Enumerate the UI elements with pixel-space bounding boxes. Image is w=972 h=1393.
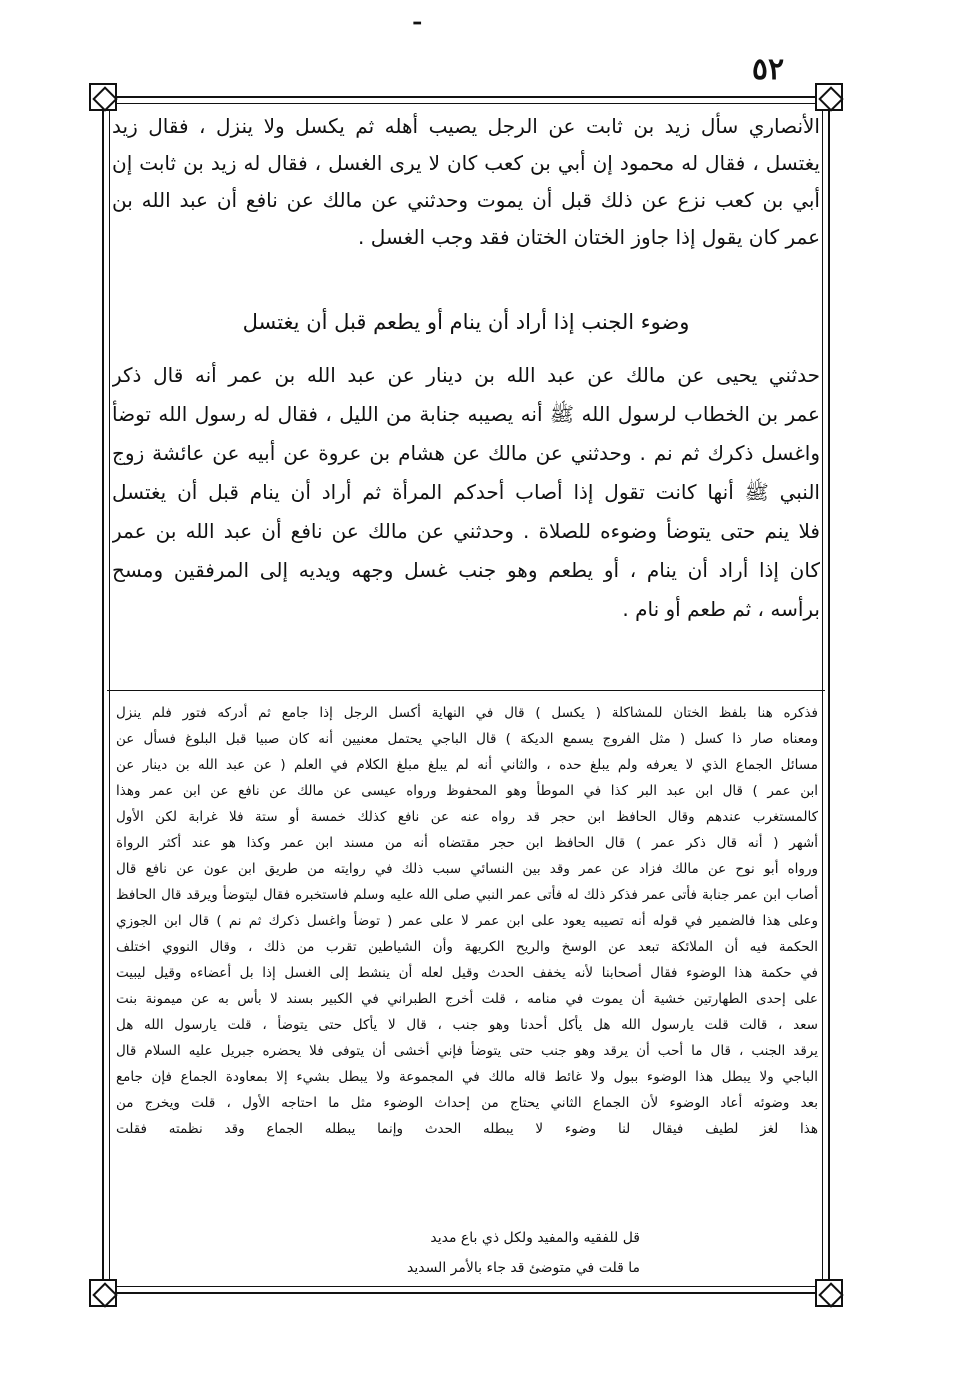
text-line: النبي ﷺ أنها كانت تقول إذا أصاب أحدكم المرأة ثم أراد أن ينام قبل أن يغتسل [112, 480, 820, 504]
text-line: كان إذا أراد أن ينام ، أو يطعم وهو جنب غسل وجهه ويديه إلى المرفقين ومسح [112, 558, 820, 582]
commentary-line: هذا لغز لطيف فيقال لنا وضوء لا يبطله الحدث وإنما يبطله الجماع وقد نظمته فقلت [116, 1121, 818, 1137]
text-line: الأنصاري سأل زيد بن ثابت عن الرجل يصيب أهله ثم يكسل ولا ينزل ، فقال زيد [112, 114, 820, 138]
commentary-line: كالمستغرب عندهم وقال الحافظ ابن حجر قد رواه عنه عن نافع كذلك خمسة أو ستة فلا غرابة لكن الأول [116, 809, 818, 825]
corner-ornament-icon [89, 83, 117, 111]
commentary-line: بعد وضوئه أعاد الوضوء لأن الجماع الثاني يحتاج من إحداث الوضوء مثل ما احتاجه الأول ، قلت ويخرج من [116, 1095, 818, 1111]
text-line: فلا ينم حتى يتوضأ وضوءه للصلاة . وحدثني عن مالك عن نافع أن عبد الله بن عمر [112, 519, 820, 543]
commentary-line: سعد ، قالت قلت يارسول الله هل يأكل أحدنا وهو جنب ، قال لا يأكل حتى يتوضأ ، قلت يارسول الله هل [116, 1017, 818, 1033]
corner-ornament-icon [815, 83, 843, 111]
commentary-line: أصاب ابن عمر جنابة فأتى عمر فذكر ذلك له فأتى عمر النبي صلى الله عليه وسلم فاستخبره فقال ليتوضأ ويرقد قال الحافظ [116, 887, 818, 903]
text-line: يغتسل ، فقال له محمود إن أبي بن كعب كان لا يرى الغسل ، فقال له زيد بن ثابت إن [112, 151, 820, 175]
commentary-line: ابن عمر ) قال ابن عبد البر كذا في الموطأ وهو المحفوظ ورواه عيسى عن مالك عن نافع عن ابن عمر وهذا [116, 783, 818, 799]
text-line: أبي بن كعب نزع عن ذلك قبل أن يموت وحدثني عن مالك عن نافع أن عبد الله بن [112, 188, 820, 212]
main-text-block-2 [112, 356, 820, 629]
text-line: برأسه ، ثم طعم أو نام . [622, 597, 820, 621]
commentary-line: وعلى هذا فالضمير في قوله أنه تصيبه يعود على ابن عمر لا على عمر ( توضأ واغسل ذكرك ثم نم ) قال ابن الجوزي [116, 913, 818, 929]
page-number: ٥٢ [751, 52, 785, 87]
top-mark: ـ [414, 4, 421, 30]
commentary-block [116, 700, 818, 1142]
commentary-line: الحكمة فيه أن الملائكة تبعد عن الوسخ والريح الكريهة وأن الشياطين تقرب من ذلك ، وقال النووي اختلف [116, 939, 818, 955]
text-line: حدثني يحيى عن مالك عن عبد الله بن دينار عن عبد الله بن عمر أنه قال ذكر [112, 363, 820, 387]
commentary-line: أشهر ( أنه قال ذكر عمر ) قال الحافظ ابن حجر مقتضاه أنه من مسند ابن عمر وكذا هو عند أكثر الرواة [116, 835, 818, 851]
commentary-line: ورواه أبو نوح عن مالك فزاد عن عمر وقد بين النسائي سبب ذلك في روايته من طريق ابن عون عن نافع قال [116, 861, 818, 877]
verse-line: قل للفقيه والمفيد ولكل ذي باع مديد [430, 1230, 640, 1246]
text-line: عمر كان يقول إذا جاوز الختان الختان فقد وجب الغسل . [358, 225, 820, 249]
commentary-line: فذكره هنا بلفظ الختان للمشاكلة ( يكسل ) قال في النهاية أكسل الرجل إذا جامع ثم أدركه فتور فلم ينزل [116, 705, 818, 721]
commentary-line: ومعناه صار ذا كسل ( مثل الفروج يسمع الديكة ) قال الباجي يحتمل معنيين أنه كان صبيا قبل البلوغ فسأل عن [116, 731, 818, 747]
chapter-heading: وضوء الجنب إذا أراد أن ينام أو يطعم قبل أن يغتسل [242, 310, 690, 334]
corner-ornament-icon [89, 1279, 117, 1307]
commentary-line: في حكمة هذا الوضوء فقال أصحابنا لأنه يخفف الحدث وقيل لعله أن ينشط إلى الغسل إذا بل أعضاءه وقيل ليبيت [116, 965, 818, 981]
commentary-line: مسائل الجماع الذي لا يعرفه ولم يبلغ حده ، والثاني أنه لم يبلغ مبلغ الكلام في العلم ( عن عبد الله بن دينار عن [116, 757, 818, 773]
main-text-block-1 [112, 108, 820, 256]
verse-block [300, 1223, 640, 1283]
commentary-line: يرقد الجنب ، قال ما أحب أن يرقد وهو جنب حتى يتوضأ فإني أخشى أن يتوفى فلا يحضره جبريل عليه السلام قال [116, 1043, 818, 1059]
corner-ornament-icon [815, 1279, 843, 1307]
footnote-separator [107, 690, 825, 691]
text-line: عمر بن الخطاب لرسول الله ﷺ أنه يصيبه جنابة من الليل ، فقال له رسول الله توضأ [112, 402, 820, 426]
commentary-line: على إحدى الطهارتين خشية أن يموت في منامه ، قلت أخرج الطبراني في الكبير بسند لا بأس به عن ميمونة بنت [116, 991, 818, 1007]
verse-line: ما قلت في متوضئ قد جاء بالأمر السديد [406, 1260, 640, 1276]
commentary-line: الباجي ولا يبطل هذا الوضوء ببول ولا غائط قاله مالك في المجموعة ولا يبطل بشيء إلا بمعاودة الجماع فإن جامع [116, 1069, 818, 1085]
text-line: واغسل ذكرك ثم نم . وحدثني عن مالك عن هشام بن عروة عن أبيه عن عائشة زوج [112, 441, 820, 465]
